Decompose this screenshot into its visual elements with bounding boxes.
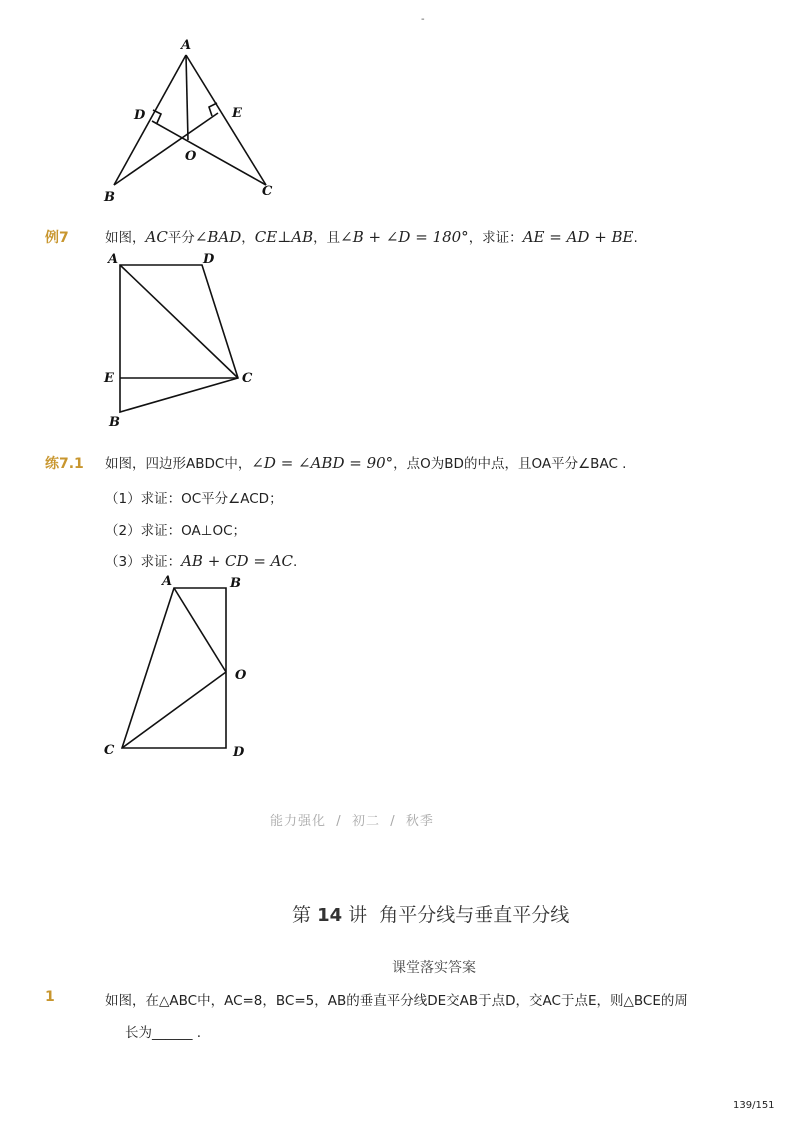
label-a: A bbox=[162, 574, 173, 589]
label-a: A bbox=[108, 252, 119, 267]
example-7-statement: 如图，AC平分∠BAD，CE⊥AB，且∠B + ∠D = 180°，求证：AE = AD + BE. bbox=[105, 228, 638, 246]
segment-ao bbox=[174, 588, 226, 672]
page-number: 139/151 bbox=[733, 1100, 775, 1111]
exercise-7-1-statement: 如图，四边形ABDC中，∠D = ∠ABD = 90°，点O为BD的中点，且OA平分∠BAC . bbox=[105, 454, 627, 472]
label-e: E bbox=[104, 371, 114, 386]
example-7-label: 例7 bbox=[45, 230, 69, 246]
label-d: D bbox=[233, 745, 245, 760]
label-c: C bbox=[104, 743, 115, 758]
label-d: D bbox=[203, 252, 215, 267]
problem-1-label: 1 bbox=[45, 989, 55, 1005]
outline-adcb bbox=[120, 265, 238, 412]
label-o: O bbox=[235, 668, 247, 683]
problem-1-line-2: 长为______ . bbox=[125, 1025, 202, 1041]
label-d: D bbox=[134, 108, 146, 123]
exercise-7-1-question-1: （1）求证：OC平分∠ACD； bbox=[105, 491, 283, 507]
lecture-title: 第 14 讲 角平分线与垂直平分线 bbox=[292, 904, 570, 926]
label-e: E bbox=[232, 106, 242, 121]
label-a: A bbox=[181, 38, 192, 53]
exercise-7-1-question-3: （3）求证：AB + CD = AC. bbox=[105, 552, 298, 570]
segment-ac bbox=[186, 55, 266, 185]
label-b: B bbox=[104, 190, 115, 205]
exercise-7-1-label: 练7.1 bbox=[45, 456, 84, 472]
label-b: B bbox=[109, 415, 120, 430]
figure-1-triangle bbox=[100, 35, 300, 205]
label-c: C bbox=[242, 371, 253, 386]
segment-ao bbox=[186, 55, 188, 140]
section-title: 课堂落实答案 bbox=[392, 960, 476, 976]
label-b: B bbox=[230, 576, 241, 591]
label-o: O bbox=[185, 149, 197, 164]
label-c: C bbox=[262, 184, 273, 199]
segment-co-d bbox=[152, 121, 266, 185]
figure-2-quadrilateral bbox=[100, 250, 270, 435]
segment-ab bbox=[114, 55, 186, 185]
problem-1-line-1: 如图，在△ABC中，AC=8，BC=5，AB的垂直平分线DE交AB于点D，交AC于点E，则△BCE的周 bbox=[105, 993, 688, 1009]
top-mark: - bbox=[421, 14, 425, 25]
page-header: 能力强化 / 初二 / 秋季 bbox=[270, 814, 434, 829]
outline-abdc bbox=[122, 588, 226, 748]
segment-co bbox=[122, 672, 226, 748]
figure-3-quadrilateral bbox=[100, 572, 260, 762]
exercise-7-1-question-2: （2）求证：OA⊥OC； bbox=[105, 523, 247, 539]
